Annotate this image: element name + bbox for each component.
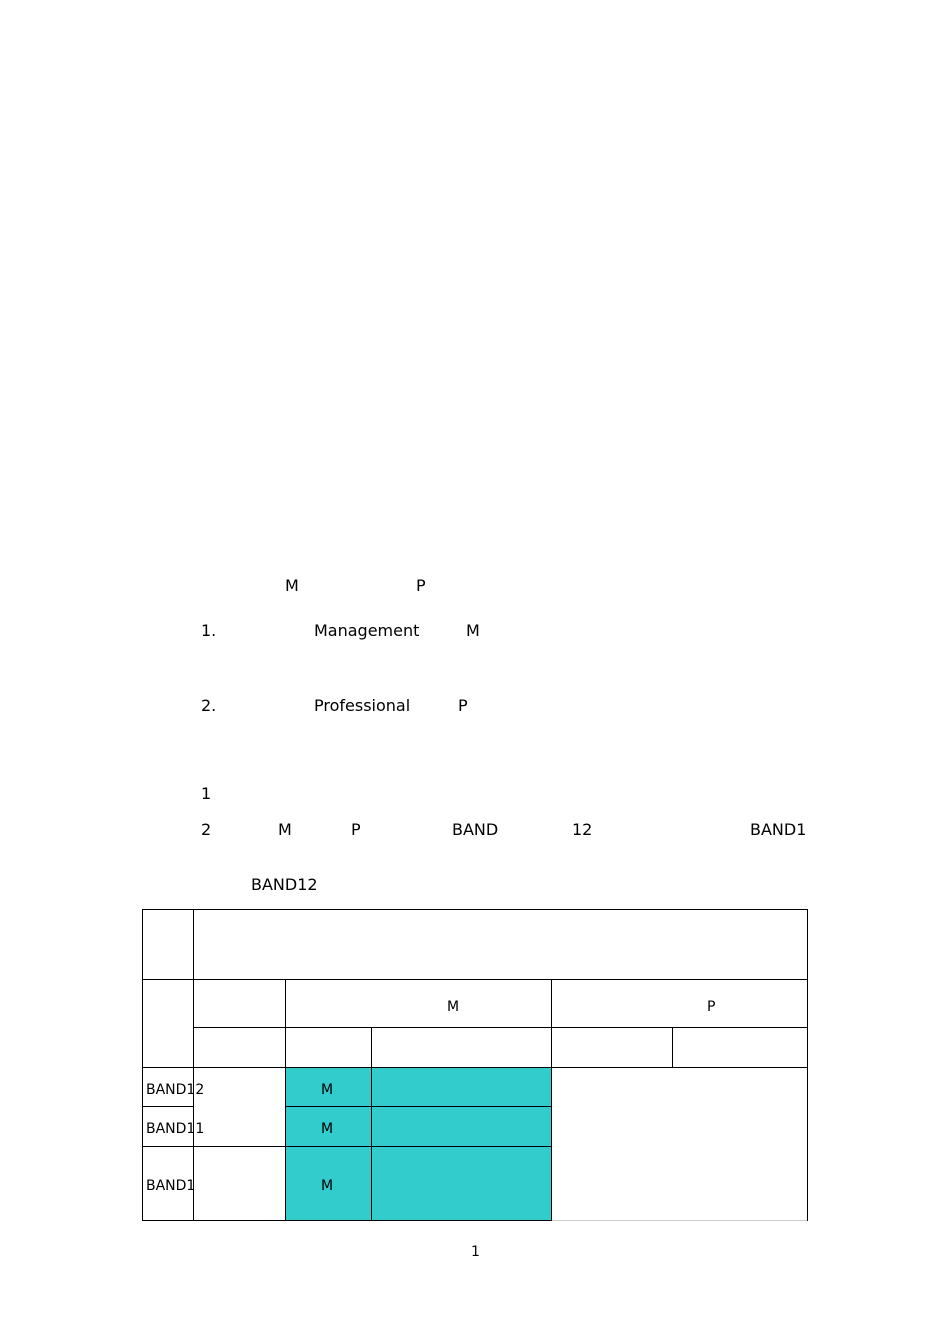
row-band1-label: BAND1 — [146, 1178, 196, 1194]
table-line — [142, 1146, 285, 1147]
table-line — [142, 909, 143, 1221]
note-2-band: BAND — [452, 820, 499, 839]
note-2-p: P — [351, 820, 361, 839]
row-band11-label: BAND11 — [146, 1121, 205, 1137]
note-1-number: 1 — [201, 784, 212, 803]
table-header-m: M — [447, 999, 460, 1015]
table-line — [551, 979, 552, 1221]
intro-p: P — [416, 576, 426, 595]
row-band12-label: BAND12 — [146, 1082, 205, 1098]
table-line — [285, 1146, 551, 1147]
table-line — [285, 979, 286, 1221]
note-2-band1: BAND1 — [750, 820, 807, 839]
table-line — [807, 909, 808, 1221]
list-item-1-code: M — [466, 621, 480, 640]
list-item-1-number: 1. — [201, 621, 217, 640]
note-2-m: M — [278, 820, 292, 839]
page-number: 1 — [471, 1244, 480, 1260]
table-line — [551, 1220, 808, 1221]
list-item-2-word: Professional — [314, 696, 411, 715]
list-item-2-code: P — [458, 696, 468, 715]
row-band11-m: M — [321, 1121, 334, 1137]
table-line — [142, 1067, 808, 1068]
table-line — [672, 1027, 673, 1067]
note-2-twelve: 12 — [572, 820, 593, 839]
list-item-2-number: 2. — [201, 696, 217, 715]
note-2-number: 2 — [201, 820, 212, 839]
table-line — [193, 909, 194, 1221]
table-line — [285, 1106, 551, 1107]
list-item-1-word: Management — [314, 621, 420, 640]
table-line — [142, 1220, 551, 1221]
table-line — [142, 1106, 194, 1107]
row-band1-m: M — [321, 1178, 334, 1194]
table-header-p: P — [707, 999, 716, 1015]
intro-m: M — [285, 576, 299, 595]
table-line — [142, 909, 808, 910]
row-band12-m: M — [321, 1082, 334, 1098]
table-line — [142, 979, 808, 980]
note-band12: BAND12 — [251, 875, 318, 894]
table-line — [371, 1027, 372, 1221]
